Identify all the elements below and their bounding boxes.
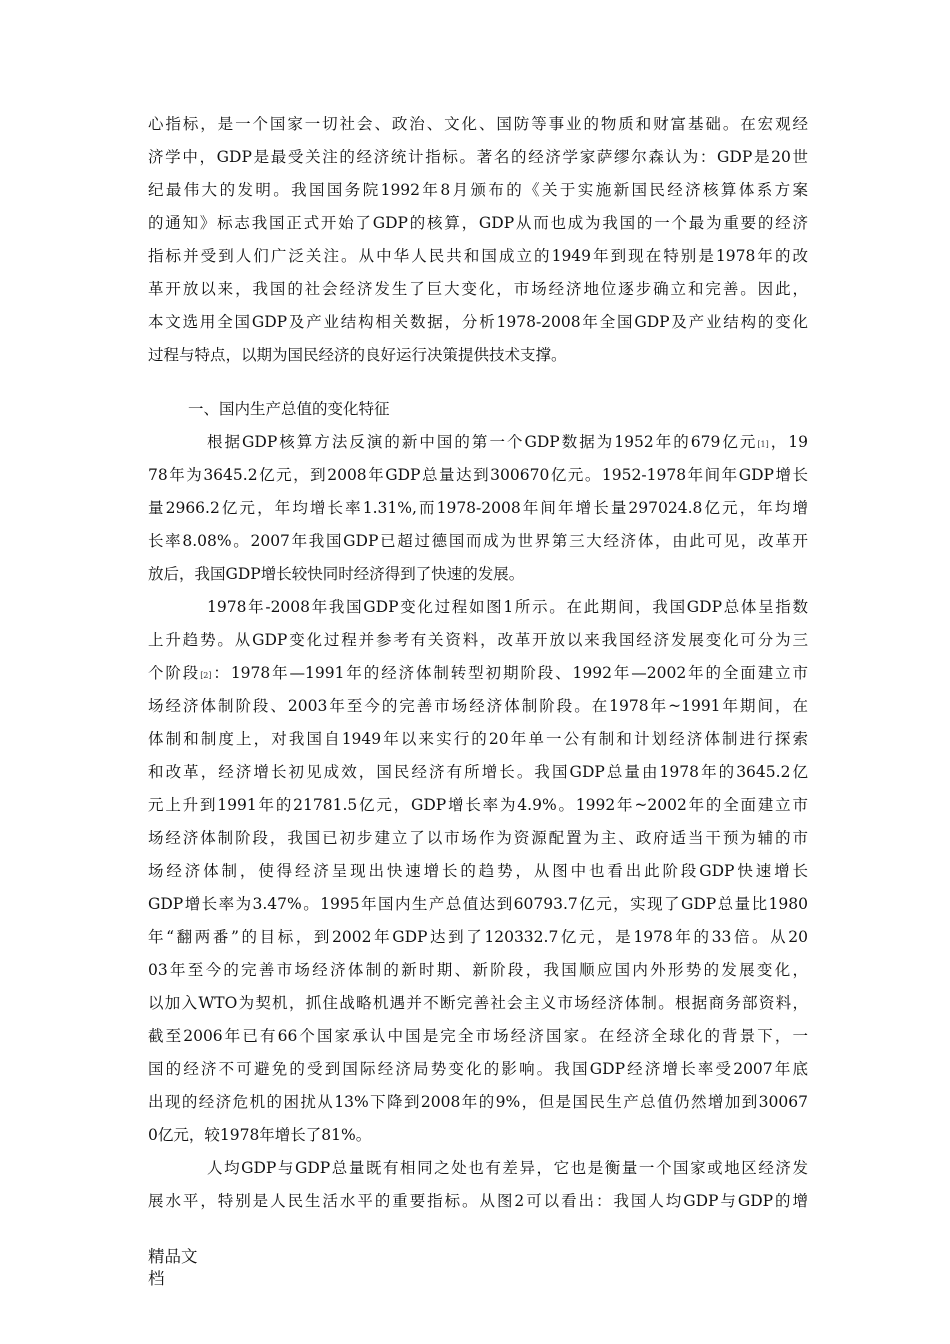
p2-line-3-tail: ：1978年—1991年的经济体制转型初期阶段、1992年—2002年的全面建立市 — [211, 664, 808, 682]
p2-line-11: 年“翻两番”的目标，到2002年GDP达到了120332.7亿元，是1978年的33倍。从20 — [148, 928, 808, 946]
p2-line-13: 以加入WTO为契机，抓住战略机遇并不断完善社会主义市场经济体制。根据商务部资料， — [148, 994, 808, 1012]
p1-line-5: 放后，我国GDP增长较快同时经济得到了快速的发展。 — [148, 565, 525, 583]
p2-line-7: 元上升到1991年的21781.5亿元，GDP增长率为4.9%。1992年~2002年的全面建立市 — [148, 796, 808, 814]
p2-line-10: GDP增长率为3.47%。1995年国内生产总值达到60793.7亿元，实现了GDP总量比1980 — [148, 895, 808, 913]
p1-line-2: 78年为3645.2亿元，到2008年GDP总量达到300670亿元。1952-1978年间年GDP增长 — [148, 466, 808, 484]
p1-line-1 — [207, 427, 808, 457]
p2-line-8: 场经济体制阶段，我国已初步建立了以市场作为资源配置为主、政府适当干预为辅的市 — [148, 829, 808, 847]
p2-line-12: 03年至今的完善市场经济体制的新时期、新阶段，我国顺应国内外形势的发展变化， — [148, 961, 808, 979]
intro-line-8: 过程与特点，以期为国民经济的良好运行决策提供技术支撑。 — [148, 346, 567, 364]
p1-line-4: 长率8.08%。2007年我国GDP已超过德国而成为世界第三大经济体，由此可见，改革开 — [148, 532, 808, 550]
p3-line-1: 人均GDP与GDP总量既有相同之处也有差异，它也是衡量一个国家或地区经济发 — [207, 1159, 808, 1177]
intro-line-6: 革开放以来，我国的社会经济发生了巨大变化，市场经济地位逐步确立和完善。因此， — [148, 280, 808, 298]
p2-line-9: 场经济体制，使得经济呈现出快速增长的趋势，从图中也看出此阶段GDP快速增长 — [148, 862, 808, 880]
p2-line-17: 0亿元，较1978年增长了81%。 — [148, 1126, 372, 1144]
p1-line-1-tail: ，19 — [768, 433, 808, 451]
intro-line-3: 纪最伟大的发明。我国国务院1992年8月颁布的《关于实施新国民经济核算体系方案 — [148, 181, 808, 199]
p1-line-1-text: 根据GDP核算方法反演的新中国的第一个GDP数据为1952年的679亿元 — [207, 433, 758, 451]
p2-line-2: 上升趋势。从GDP变化过程并参考有关资料，改革开放以来我国经济发展变化可分为三 — [148, 631, 808, 649]
p2-line-15: 国的经济不可避免的受到国际经济局势变化的影响。我国GDP经济增长率受2007年底 — [148, 1060, 808, 1078]
section-heading: 一、国内生产总值的变化特征 — [188, 400, 390, 418]
p2-line-14: 截至2006年已有66个国家承认中国是完全市场经济国家。在经济全球化的背景下，一 — [148, 1027, 808, 1045]
footer-label: 精品文档 — [148, 1247, 198, 1288]
p3-line-2: 展水平，特别是人民生活水平的重要指标。从图2可以看出：我国人均GDP与GDP的增 — [148, 1192, 808, 1210]
p2-line-5: 体制和制度上，对我国自1949年以来实行的20年单一公有制和计划经济体制进行探索 — [148, 730, 808, 748]
p2-line-4: 场经济体制阶段、2003年至今的完善市场经济体制阶段。在1978年~1991年期间，在 — [148, 697, 808, 715]
p2-line-3 — [148, 658, 808, 688]
p2-line-3-text: 个阶段 — [148, 664, 201, 682]
intro-line-5: 指标并受到人们广泛关注。从中华人民共和国成立的1949年到现在特别是1978年的改 — [148, 247, 808, 265]
p2-line-6: 和改革，经济增长初见成效，国民经济有所增长。我国GDP总量由1978年的3645.2亿 — [148, 763, 808, 781]
intro-line-2: 济学中，GDP是最受关注的经济统计指标。著名的经济学家萨缪尔森认为：GDP是20世 — [148, 148, 808, 166]
p2-line-1: 1978年-2008年我国GDP变化过程如图1所示。在此期间，我国GDP总体呈指数 — [207, 598, 808, 616]
p2-line-16: 出现的经济危机的困扰从13%下降到2008年的9%，但是国民生产总值仍然增加到30067 — [148, 1093, 808, 1111]
intro-line-1: 心指标，是一个国家一切社会、政治、文化、国防等事业的物质和财富基础。在宏观经 — [148, 115, 808, 133]
citation-ref-1: [1] — [757, 440, 769, 449]
citation-ref-2: [2] — [200, 671, 212, 680]
intro-line-7: 本文选用全国GDP及产业结构相关数据，分析1978-2008年全国GDP及产业结构的变化 — [148, 313, 808, 331]
p1-line-3: 量2966.2亿元，年均增长率1.31%,而1978-2008年间年增长量297024.8亿元，年均增 — [148, 499, 808, 517]
intro-line-4: 的通知》标志我国正式开始了GDP的核算，GDP从而也成为我国的一个最为重要的经济 — [148, 214, 808, 232]
